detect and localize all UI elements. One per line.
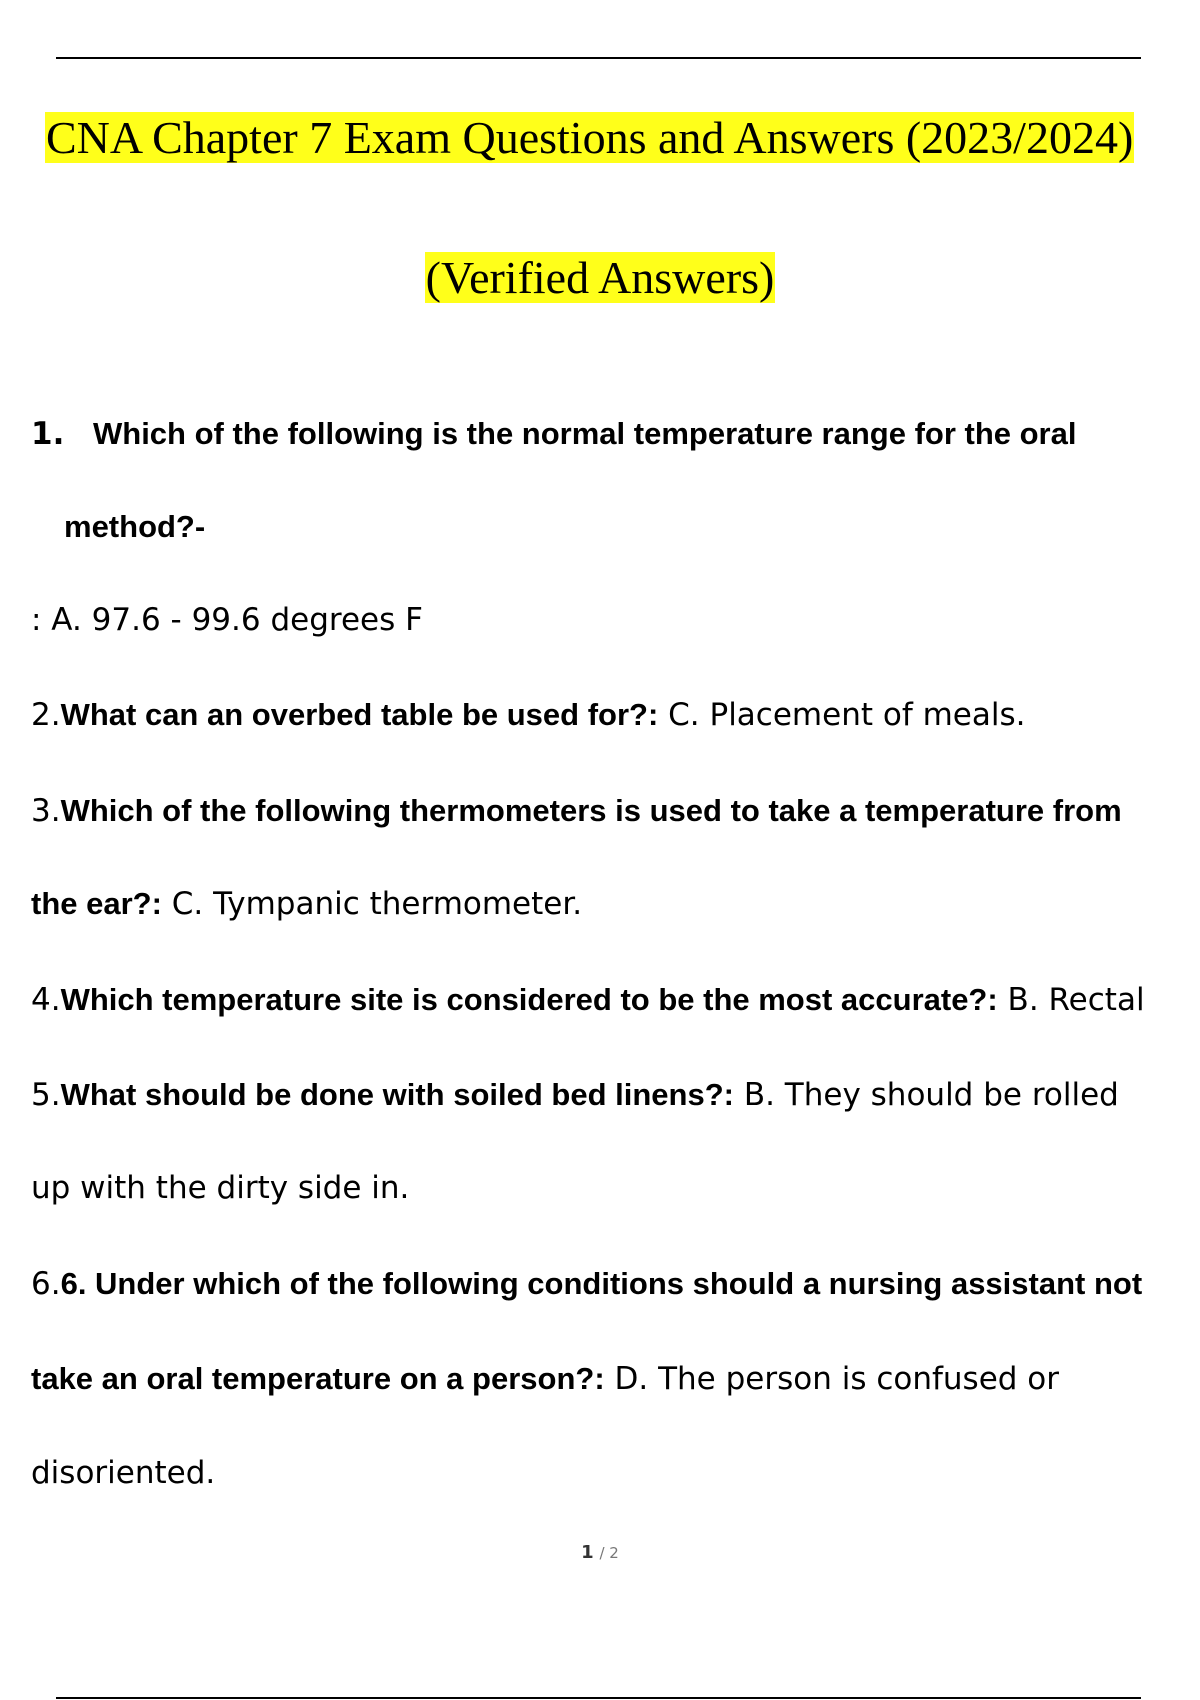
question-1 — [31, 414, 1076, 454]
question-5 — [31, 1075, 1119, 1115]
answer-text: up with the dirty side in. — [31, 1170, 410, 1206]
answer-text: : A. 97.6 - 99.6 degrees F — [31, 602, 423, 638]
question-text: 6. Under which of the following conditions should a nursing assistant not — [60, 1266, 1143, 1301]
subtitle-highlight: (Verified Answers) — [425, 252, 775, 303]
total-pages: / 2 — [599, 1544, 619, 1562]
question-number: 5. — [31, 1077, 61, 1113]
question-6-continued — [31, 1359, 1059, 1399]
question-number: 2. — [31, 697, 61, 733]
question-text: take an oral temperature on a person?: — [31, 1361, 605, 1396]
title-highlight: CNA Chapter 7 Exam Questions and Answers (2023/2024) — [46, 112, 1134, 163]
question-6 — [31, 1264, 1142, 1304]
question-1-continued — [64, 507, 205, 547]
answer-text: B. Rectal — [997, 982, 1145, 1018]
answer-5-continued — [31, 1168, 409, 1208]
question-3 — [31, 791, 1122, 831]
question-text: Which of the following is the normal temperature range for the oral — [93, 416, 1077, 451]
question-text: Which temperature site is considered to be the most accurate?: — [60, 982, 998, 1017]
question-text: method?- — [64, 509, 206, 544]
answer-text: C. Placement of meals. — [658, 697, 1026, 733]
answer-text: B. They should be rolled — [733, 1077, 1119, 1113]
question-number: 1. — [31, 416, 65, 452]
answer-text: D. The person is confused or — [604, 1361, 1060, 1397]
current-page: 1 — [581, 1542, 594, 1563]
question-text: the ear?: — [31, 886, 162, 921]
question-4 — [31, 980, 1145, 1020]
question-2 — [31, 695, 1025, 735]
answer-text: disoriented. — [31, 1455, 216, 1491]
document-title — [45, 110, 1134, 166]
answer-1 — [31, 600, 423, 640]
question-number: 6. — [31, 1266, 61, 1302]
question-3-continued — [31, 884, 582, 924]
page-indicator — [0, 1542, 1200, 1563]
bottom-divider — [56, 1697, 1141, 1699]
document-subtitle — [0, 250, 1200, 306]
top-divider — [56, 57, 1141, 59]
question-text: What can an overbed table be used for?: — [60, 697, 659, 732]
answer-6-continued — [31, 1453, 215, 1493]
question-number: 4. — [31, 982, 61, 1018]
question-number: 3. — [31, 793, 61, 829]
question-text: What should be done with soiled bed linens?: — [60, 1077, 734, 1112]
answer-text: C. Tympanic thermometer. — [161, 886, 583, 922]
question-text: Which of the following thermometers is used to take a temperature from — [60, 793, 1122, 828]
